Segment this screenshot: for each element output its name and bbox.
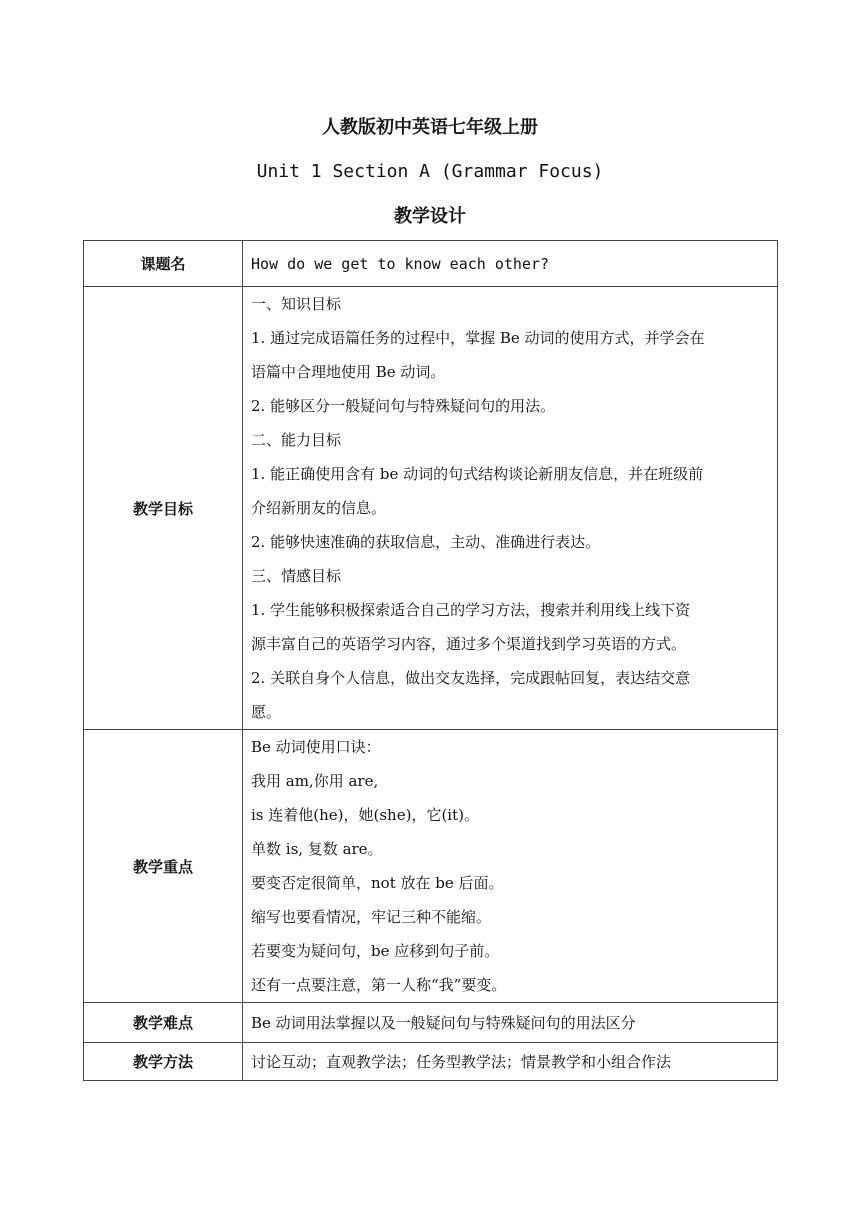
key-points-line: 要变否定很简单，not 放在 be 后面。: [251, 874, 504, 892]
key-points-line: 还有一点要注意，第一人称“我”要变。: [251, 976, 507, 994]
objectives-line: 一、知识目标: [251, 295, 342, 313]
lesson-design-table: [83, 240, 778, 1081]
objectives-line: 2. 关联自身个人信息，做出交友选择，完成跟帖回复，表达结交意: [251, 669, 691, 687]
objectives-line: 介绍新朋友的信息。: [251, 499, 387, 517]
key-points-line: 若要变为疑问句，be 应移到句子前。: [251, 942, 500, 960]
table-row-objectives: [84, 287, 778, 730]
objectives-line: 2. 能够快速准确的获取信息，主动、准确进行表达。: [251, 533, 601, 551]
key-points-line: Be 动词使用口诀：: [251, 738, 381, 756]
objectives-line: 1. 学生能够积极探索适合自己的学习方法，搜索并利用线上线下资: [251, 601, 691, 619]
key-points-line: 单数 is, 复数 are。: [251, 840, 383, 858]
difficulties-value: Be 动词用法掌握以及一般疑问句与特殊疑问句的用法区分: [251, 1013, 636, 1032]
objectives-line: 2. 能够区分一般疑问句与特殊疑问句的用法。: [251, 397, 556, 415]
topic-value: How do we get to know each other?: [251, 254, 550, 273]
unit-subtitle: Unit 1 Section A (Grammar Focus): [256, 161, 604, 182]
key-points-line: 缩写也要看情况，牢记三种不能缩。: [251, 908, 492, 926]
key-points-cell: [243, 730, 778, 1003]
objectives-line: 愿。: [251, 703, 282, 721]
objectives-line: 源丰富自己的英语学习内容，通过多个渠道找到学习英语的方式。: [251, 635, 687, 653]
key-points-line: 我用 am,你用 are,: [251, 772, 379, 790]
document-type: 教学设计: [394, 206, 466, 227]
table-row-methods: [84, 1043, 778, 1081]
table-row-key-points: [84, 730, 778, 1003]
difficulties-cell: [243, 1003, 778, 1043]
document-title: 人教版初中英语七年级上册: [322, 117, 538, 138]
objectives-line: 语篇中合理地使用 Be 动词。: [251, 363, 446, 381]
difficulties-label: 教学难点: [84, 1003, 243, 1043]
key-points-label: 教学重点: [84, 730, 243, 1003]
methods-value: 讨论互动；直观教学法；任务型教学法；情景教学和小组合作法: [251, 1052, 672, 1071]
methods-label: 教学方法: [84, 1043, 243, 1081]
table-row-difficulties: [84, 1003, 778, 1043]
objectives-line: 1. 能正确使用含有 be 动词的句式结构谈论新朋友信息，并在班级前: [251, 465, 704, 483]
topic-label: 课题名: [84, 241, 243, 287]
table-row-topic: [84, 241, 778, 287]
objectives-line: 三、情感目标: [251, 567, 342, 585]
methods-cell: [243, 1043, 778, 1081]
objectives-cell: [243, 287, 778, 730]
topic-cell: [243, 241, 778, 287]
key-points-line: is 连着他(he)，她(she)，它(it)。: [251, 806, 479, 824]
objectives-label: 教学目标: [84, 287, 243, 730]
objectives-line: 1. 通过完成语篇任务的过程中，掌握 Be 动词的使用方式，并学会在: [251, 329, 705, 347]
objectives-line: 二、能力目标: [251, 431, 342, 449]
